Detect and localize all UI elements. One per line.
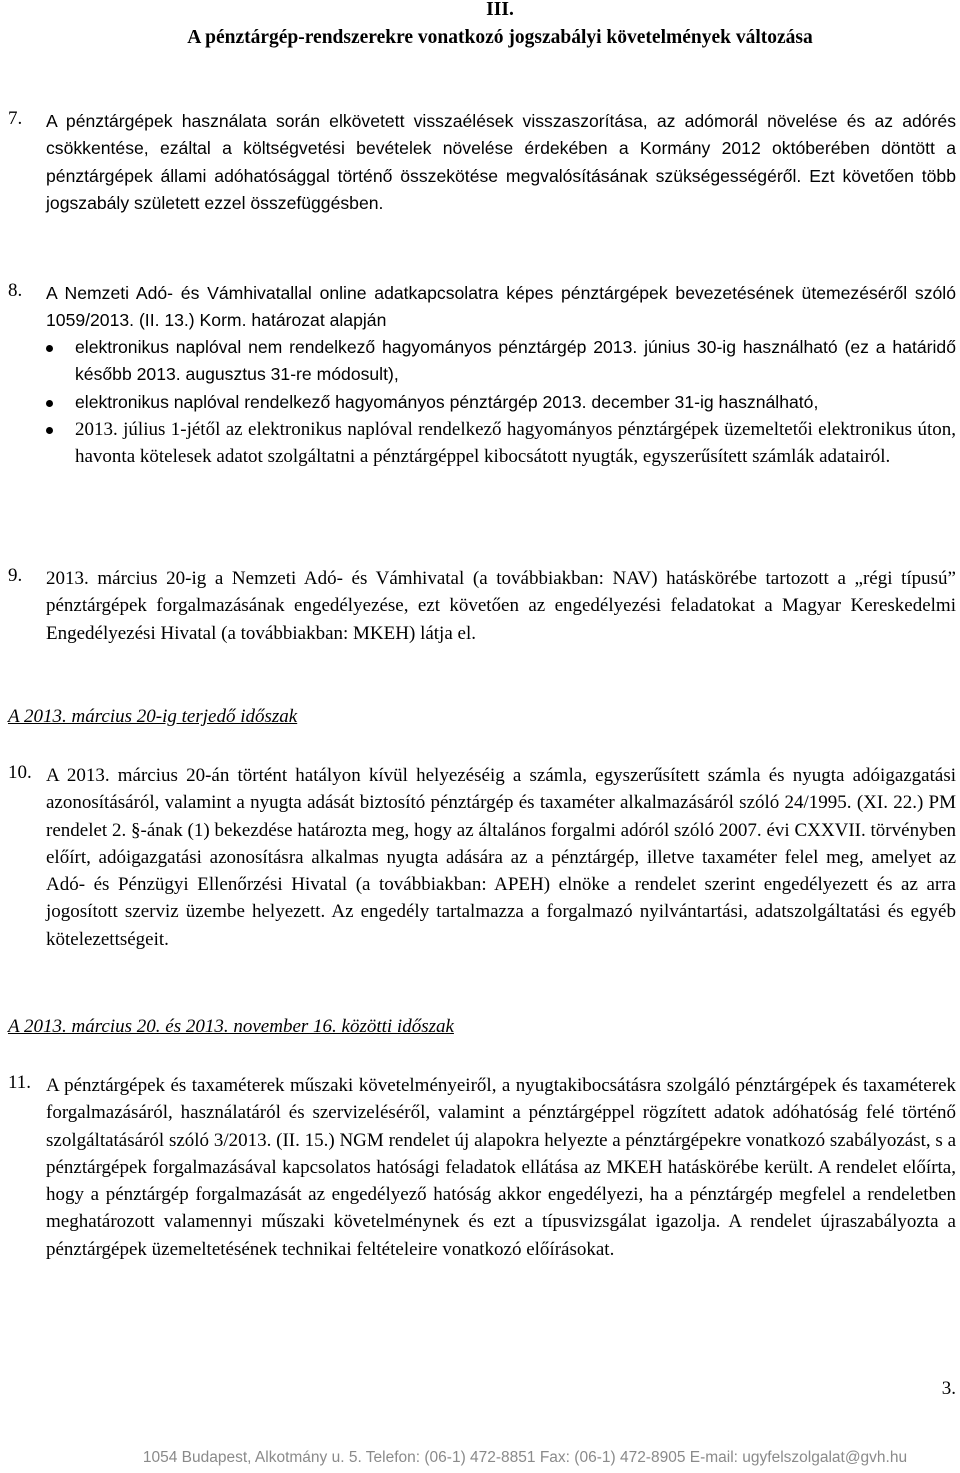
paragraph-7: A pénztárgépek használata során elkövetett visszaélések visszaszorítása, az adómorál növelése és az adórés csökkentése, ezáltal a költségvetési bevételek növelése érdekében a Kormány 2012 októberében döntött a pénztárgépek állami adóhatósággal történő összekötése megvalósításának szükségességéről. Ezt követően több jogszabály született ezzel összefüggésben. <box>46 111 956 213</box>
paragraph-number-9: 9. <box>8 565 23 586</box>
bullet-text: 2013. július 1-jétől az elektronikus naplóval rendelkező hagyományos pénztárgépek üzemeltetői elektronikus úton, havonta kötelesek adatot szolgáltatni a pénztárgéppel kibocsátott nyugták, egyszerűsített számlák adatairól. <box>75 418 956 468</box>
bullet-item <box>46 416 956 471</box>
bullet-icon <box>46 345 53 352</box>
bullet-icon <box>46 400 53 407</box>
bullet-item <box>46 334 956 389</box>
paragraph-9: 2013. március 20-ig a Nemzeti Adó- és Vámhivatal (a továbbiakban: NAV) hatáskörébe tartozott a „régi típusú” pénztárgépek forgalmazásának engedélyezése, ezt követően az engedélyezési feladatokat a Magyar Kereskedelmi Engedélyezési Hivatal (a továbbiakban: MKEH) látja el. <box>46 568 956 644</box>
paragraph-8-intro: A Nemzeti Adó- és Vámhivatallal online adatkapcsolatra képes pénztárgépek bevezetésének ütemezéséről szóló 1059/2013. (II. 13.) Korm. határozat alapján <box>46 283 956 331</box>
paragraph-number-10: 10. <box>8 762 32 783</box>
paragraph-11: A pénztárgépek és taxaméterek műszaki követelményeiről, a nyugtakibocsátásra szolgáló pénztárgépek és taxaméterek forgalmazásáról, használatáról és szervizeléséről, valamint a pénztárgéppel rögzített adatok adóhatóság felé történő szolgáltatásáról szóló 3/2013. (II. 15.) NGM rendelet új alapokra helyezte a pénztárgépekre vonatkozó szabályozást, s a pénztárgépek forgalmazásával kapcsolatos hatósági feladatok ellátása az MKEH hatáskörébe került. A rendelet előírta, hogy a pénztárgép forgalmazását az engedélyező hatóság akkor engedélyezi, ha a pénztárgép megfelel a rendeletben meghatározott valamennyi műszaki követelménynek és ezt a típusvizsgálat igazolja. A rendelet újraszabályozta a pénztárgépek üzemeltetésének technikai feltételeire vonatkozó előírásokat. <box>46 1075 956 1260</box>
footer-contact: 1054 Budapest, Alkotmány u. 5. Telefon: (06-1) 472-8851 Fax: (06-1) 472-8905 E-mail: ugyfelszolgalat@gvh.hu <box>142 1449 908 1466</box>
bullet-list <box>46 334 956 470</box>
bullet-text: elektronikus naplóval rendelkező hagyományos pénztárgép 2013. december 31-ig használható, <box>75 391 819 412</box>
section-title-1: A 2013. március 20-ig terjedő időszak <box>8 706 298 727</box>
paragraph-number-7: 7. <box>8 108 23 129</box>
chapter-number: III. <box>486 0 514 20</box>
bullet-text: elektronikus naplóval nem rendelkező hagyományos pénztárgép 2013. június 30-ig használható (ez a határidő később 2013. augusztus 31-re módosult), <box>75 337 956 385</box>
paragraph-number-8: 8. <box>8 280 23 301</box>
section-title-2: A 2013. március 20. és 2013. november 16. közötti időszak <box>8 1016 454 1037</box>
bullet-icon <box>46 427 53 434</box>
paragraph-number-11: 11. <box>8 1072 32 1093</box>
bullet-item <box>46 389 956 416</box>
paragraph-10: A 2013. március 20-án történt hatályon kívül helyezéséig a számla, egyszerűsített számla és nyugta adóigazgatási azonosításáról, valamint a nyugta adását biztosító pénztárgép és taxaméter alkalmazásáról szóló 24/1995. (XI. 22.) PM rendelet 2. §-ának (1) bekezdése határozta meg, hogy az általános forgalmi adóról szóló 2007. évi CXXVII. törvényben előírt, adóigazgatási azonosításra alkalmas nyugta adására az a pénztárgép, illetve taxaméter felel meg, amelyet az Adó- és Pénzügyi Ellenőrzési Hivatal (a továbbiakban: APEH) elnöke a rendelet szerint engedélyezett és az arra jogosított szerviz üzembe helyezett. Az engedély tartalmazza a forgalmazó nyilvántartási, adatszolgáltatási és egyéb kötelezettségeit. <box>46 765 956 950</box>
page-number: 3. <box>941 1378 956 1399</box>
chapter-title: A pénztárgép-rendszerekre vonatkozó jogszabályi követelmények változása <box>187 27 813 48</box>
